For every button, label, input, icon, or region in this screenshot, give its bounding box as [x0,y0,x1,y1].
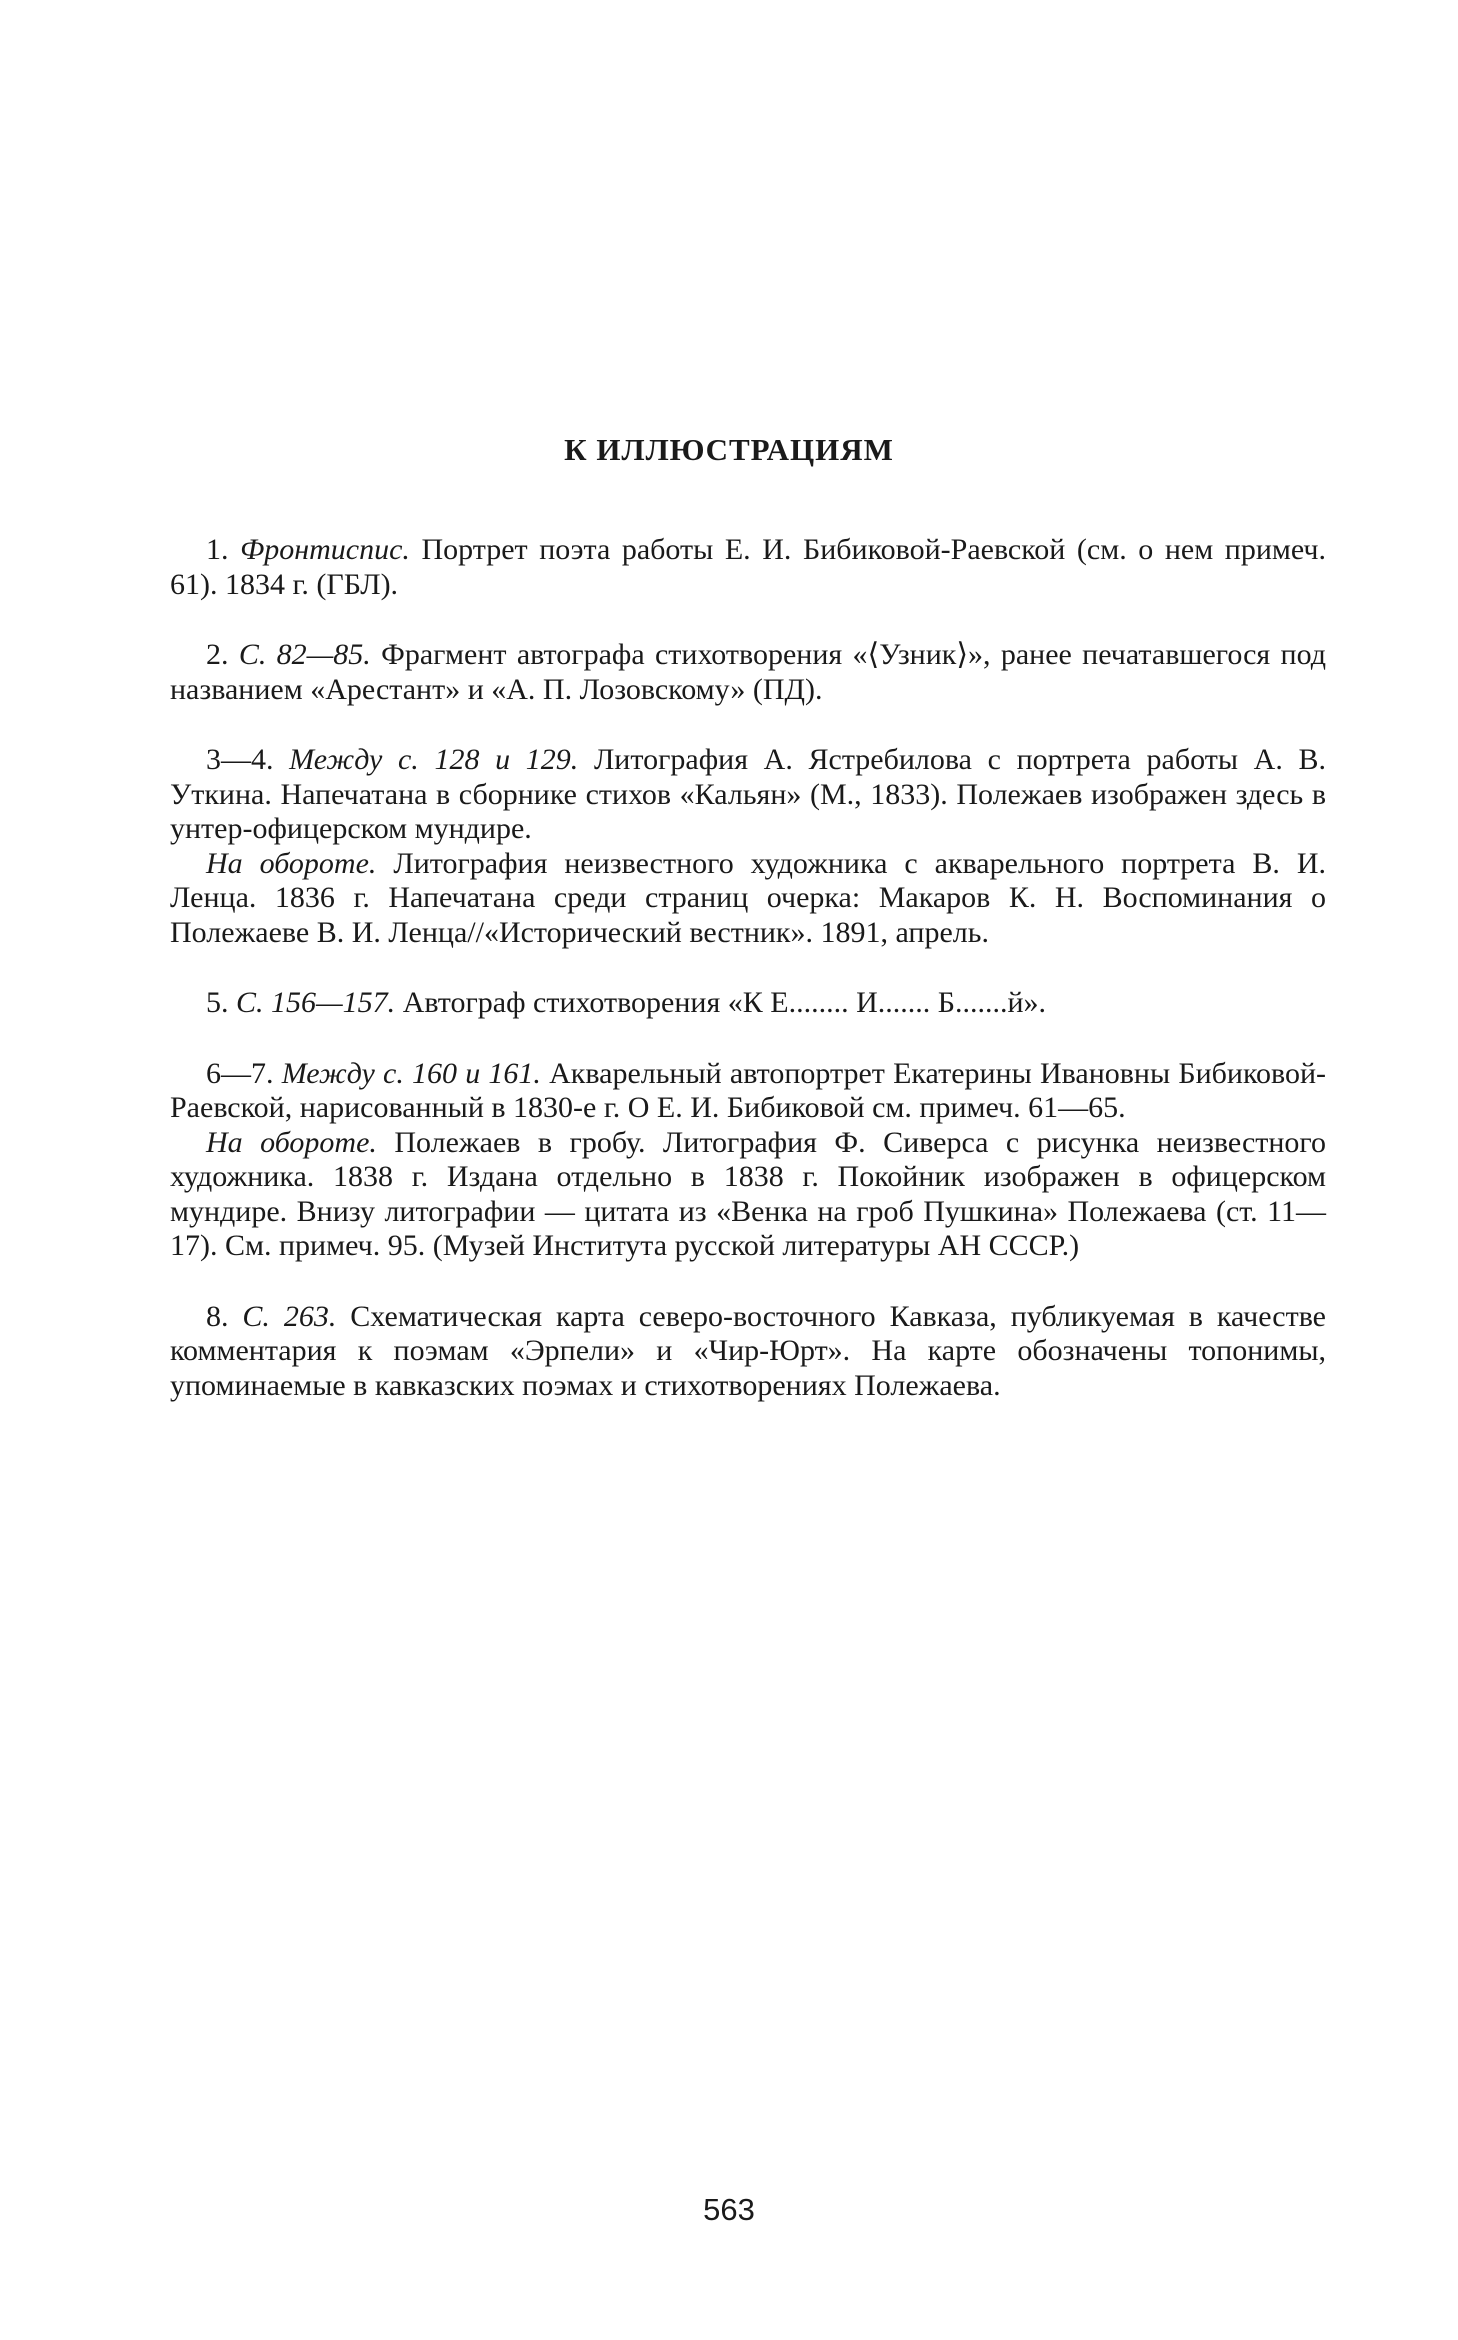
note-paragraph [170,638,1326,707]
entry-number: 2. [206,638,239,671]
note-entry-1 [170,533,1326,602]
note-paragraph [170,1057,1326,1126]
entry-number: 1. [206,533,241,566]
entry-label: На обороте. [206,1125,377,1159]
entry-text: Литография А. Ястребилова с портрета работы А. В. Уткина. Напечатана в сборнике стихов «Кальян» (М., 1833). Полежаев изображен здесь в унтер-офицерском мундире. [170,743,1327,845]
note-paragraph [170,533,1326,602]
entry-text: Фрагмент автографа стихотворения «⟨Узник⟩», ранее печатавшегося под названием «Арестант» и «А. П. Лозовскому» (ПД). [170,638,1326,706]
entry-label: С. 82—85. [238,638,371,671]
note-entry-3-4 [170,743,1326,950]
entry-label: С. 263. [242,1299,337,1333]
entry-text: Акварельный автопортрет Екатерины Ивановны Бибиковой-Раевской, нарисованный в 1830-е г. О Е. И. Бибиковой см. примеч. 61—65. [170,1056,1326,1124]
entry-number: 3—4. [206,743,290,776]
note-entry-6-7 [170,1057,1326,1264]
entry-label: С. 156—157. [236,986,396,1019]
note-paragraph-reverse [170,1126,1326,1264]
section-heading: К ИЛЛЮСТРАЦИЯМ [564,432,894,467]
entry-text: Полежаев в гробу. Литография Ф. Сиверса с рисунка неизвестного художника. 1838 г. Издана отдельно в 1838 г. Покойник изображен в офицерском мундире. Внизу литографии — цитата из «Венка на гроб Пушкина» Полежаева (ст. 11—17). См. примеч. 95. (Музей Института русской литературы АН СССР.) [170,1125,1326,1262]
note-entry-5 [170,986,1326,1021]
entry-number: 6—7. [206,1056,282,1090]
note-paragraph-reverse [170,847,1326,951]
page-number: 563 [703,2192,755,2227]
illustration-notes [170,533,1326,1439]
entry-number: 5. [206,986,236,1019]
entry-label: На обороте. [206,846,377,880]
entry-text: Литография неизвестного художника с акварельного портрета В. И. Ленца. 1836 г. Напечатана среди страниц очерка: Макаров К. Н. Воспоминания о Полежаеве В. И. Ленца//«Исторический вестник». 1891, апрель. [170,846,1326,949]
entry-number: 8. [206,1299,243,1333]
note-entry-2 [170,638,1326,707]
entry-text: Автограф стихотворения «К Е........ И....... Б.......й». [395,986,1047,1019]
note-entry-8 [170,1300,1326,1404]
note-paragraph [170,743,1326,847]
entry-text: Портрет поэта работы Е. И. Бибиковой-Раевской (см. о нем примеч. 61). 1834 г. (ГБЛ). [170,533,1327,601]
entry-text: Схематическая карта северо-восточного Кавказа, публикуемая в качестве комментария к поэмам «Эрпели» и «Чир-Юрт». На карте обозначены топонимы, упоминаемые в кавказских поэмах и стихотворениях Полежаева. [170,1299,1326,1402]
note-paragraph [170,986,1326,1021]
entry-label: Между с. 128 и 129. [289,743,579,776]
entry-label: Между с. 160 и 161. [281,1056,541,1090]
note-paragraph [170,1300,1326,1404]
entry-label: Фронтиспис. [240,533,410,566]
